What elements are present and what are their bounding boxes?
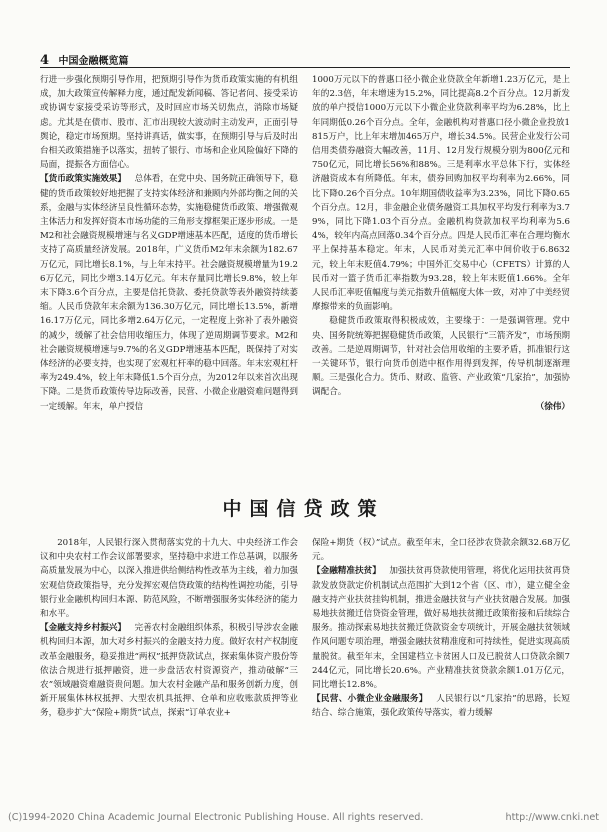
page-header [40, 52, 570, 68]
page-footer [8, 812, 599, 826]
section-title: 中国信贷政策 [222, 498, 385, 520]
book-title: 中国金融概览篇 [58, 56, 129, 67]
rural-heading: 【金融支持乡村振兴】 [40, 623, 126, 634]
rural-paragraph [40, 621, 298, 720]
rural-body: 完善农村金融组织体系，积极引导涉农金融机构回归本源，加大对乡村振兴的金融支持力度。做好农村产权制度改革金融服务，稳妥推进“两权”抵押贷款试点，探索集体资产股份等依法合规进行抵押融资，进一步盘活农村资源资产，推动破解“三农”领域融资难融资贵问题。加大农村金融产品和服务创新力度，创新开展集体林权抵押、大型农机具抵押、仓单和应收账款质押等业务，稳步扩大“保险+期货”试点，探索“订单农业+ [40, 623, 298, 719]
poverty-body: 加强扶贫再贷款使用管理，将优化运用扶贫再贷款发放贷款定价机制试点范围扩大到12个省（区、市），建立健全金融支持产业扶贫挂钩机制，推进金融扶贫与产业扶贫融合发展。加强易地扶贫搬迁信贷资金管理，做好易地扶贫搬迁政策衔接和后续综合服务。推动探索易地扶贫搬迁贷款资金专项统计，开展金融扶贫领域作风问题专项治理，增强金融扶贫精准度和可持续性，促进实现高质量脱贫。截至年末，全国建档立卡贫困人口及已脱贫人口贷款余额7244亿元，同比增长20.6%。产业精准扶贫贷款余额1.01万亿元，同比增长12.8%。 [312, 566, 570, 691]
author-signature: （徐伟） [535, 401, 570, 412]
poverty-paragraph [312, 564, 570, 692]
effect-body: 总体看，在党中央、国务院正确领导下，稳健的货币政策较好地把握了支持实体经济和兼顾内外部均衡之间的关系，金融与实体经济呈良性循环态势，实施稳健货币政策、增强微观主体活力和发挥好资本市场功能的三角形支撑框架正逐步形成。一是M2和社会融资规模增速与名义GDP增速基本匹配，适度的货币增长支持了高质量经济发展。2018年，广义货币M2年末余额为182.67万亿元，同比增长8.1%，与上年末持平。社会融资规模增量为19.26万亿元，同比少增3.14万亿元。年末存量同比增长9.8%，较上年末下降3.6个百分点，主要是信托贷款、委托贷款等表外融资持续萎缩。人民币贷款年末余额为136.30万亿元，同比增长13.5%，新增16.17万亿元，同比多增2.64万亿元，一定程度上弥补了表外融资的减少，缓解了社会信用收缩压力，体现了逆周期调节要求。M2和社会融资规模增速与9.7%的名义GDP增速基本匹配，既保持了对实体经济的必要支持，也实现了宏观杠杆率的稳中回落。年末宏观杠杆率为249.4%，较上年末降低1.5个百分点，为2012年以来首次出现下降。二是货币政策传导边际改善，民营、小微企业融资难问题得到一定缓解。年末，单户授信 [40, 174, 298, 412]
credit-intro-paragraph: 2018年，人民银行深入贯彻落实党的十九大、中央经济工作会议和中央农村工作会议部署要求，坚持稳中求进工作总基调，以服务高质量发展为中心，以深入推进供给侧结构性改革为主线，着力加强宏观信贷政策指导，充分发挥宏观信贷政策的结构性调控功能，引导银行业金融机构回归本源、防范风险，不断增强服务实体经济的能力和水平。 [40, 538, 298, 620]
sme-heading: 【民营、小微企业金融服务】 [312, 694, 428, 705]
poverty-heading: 【金融精准扶贫】 [312, 566, 381, 577]
page-number: 4 [40, 53, 50, 68]
top-left-column [40, 73, 298, 473]
rural-continued-paragraph: 保险+期货（权）”试点。截至年末，全口径涉农贷款余额32.68万亿元。 [312, 538, 570, 563]
top-right-column [312, 73, 570, 473]
intro-paragraph: 行进一步强化预期引导作用，把预期引导作为货币政策实施的有机组成，加大政策宣传解释力度，通过配发新闻稿、答记者问、接受采访或协调专家接受采访等形式，及时回应市场关切焦点，消除市场疑虑。尤其是在债市、股市、汇市出现较大波动时主动发声，正面引导舆论，稳定市场预期。坚持讲真话，做实事，在预期引导与后及时出台相关政策措施予以落实，扭转了银行、市场和企业风险偏好下降的局面，提振各方面信心。 [40, 75, 298, 171]
effect-heading: 【货币政策实施效果】 [40, 174, 126, 185]
bottom-left-column [40, 536, 298, 800]
reasons-paragraph: 稳健货币政策取得积极成效，主要缘于：一是强调管理。党中央、国务院统筹把握稳健货币政策，人民银行“三箭齐发”，市场预期改善。二是逆周期调节，针对社会信用收缩的主要矛盾，抓准银行这一关键环节，银行向货币创造中枢作用得到发挥，传导机制逐渐理顺。三是强化合力。货币、财政、监管、产业政策“几家抬”，加强协调配合。 [312, 316, 570, 398]
header-rule [40, 67, 570, 68]
effect-paragraph [40, 172, 298, 413]
bottom-right-column [312, 536, 570, 800]
continued-paragraph: 1000万元以下的普惠口径小微企业贷款全年新增1.23万亿元，是上年的2.3倍，年末增速为15.2%，同比提高8.2个百分点。12月新发放的单户授信1000万元以下小微企业贷款利率平均为6.28%，比上年同期低0.26个百分点。全年，金融机构对普惠口径小微企业投放1815万户，比上年末增加465万户，增长34.5%。民营企业发行公司信用类债券融资大幅改善，11月、12月发行规模分别为800亿元和750亿元，同比增长56%和88%。三是利率水平总体下行，实体经济融资成本有所降低。年末，债券回购加权平均利率为2.66%，同比下降0.26个百分点。10年期国债收益率为3.23%，同比下降0.65个百分点。12月，非金融企业债务融资工具加权平均发行利率为3.79%，同比下降1.03个百分点。金融机构贷款加权平均利率为5.64%，较年内高点回落0.34个百分点。四是人民币汇率在合理均衡水平上保持基本稳定。年末，人民币对美元汇率中间价收于6.8632元，较上年末贬值4.79%；中国外汇交易中心（CFETS）计算的人民币对一篮子货币汇率指数为93.28，较上年末贬值1.66%。全年人民币汇率贬值幅度与美元指数升值幅度大体一致，对冲了中美经贸摩擦带来的负面影响。 [312, 75, 570, 313]
copyright-text: (C)1994-2020 China Academic Journal Electronic Publishing House. All rights reserved. [8, 812, 424, 823]
website-link[interactable]: http://www.cnki.net [505, 812, 599, 823]
sme-paragraph [312, 692, 570, 720]
sme-body: 人民银行以“几家抬”的思路，长短结合、综合施策，强化政策传导落实，着力缓解 [312, 694, 570, 719]
